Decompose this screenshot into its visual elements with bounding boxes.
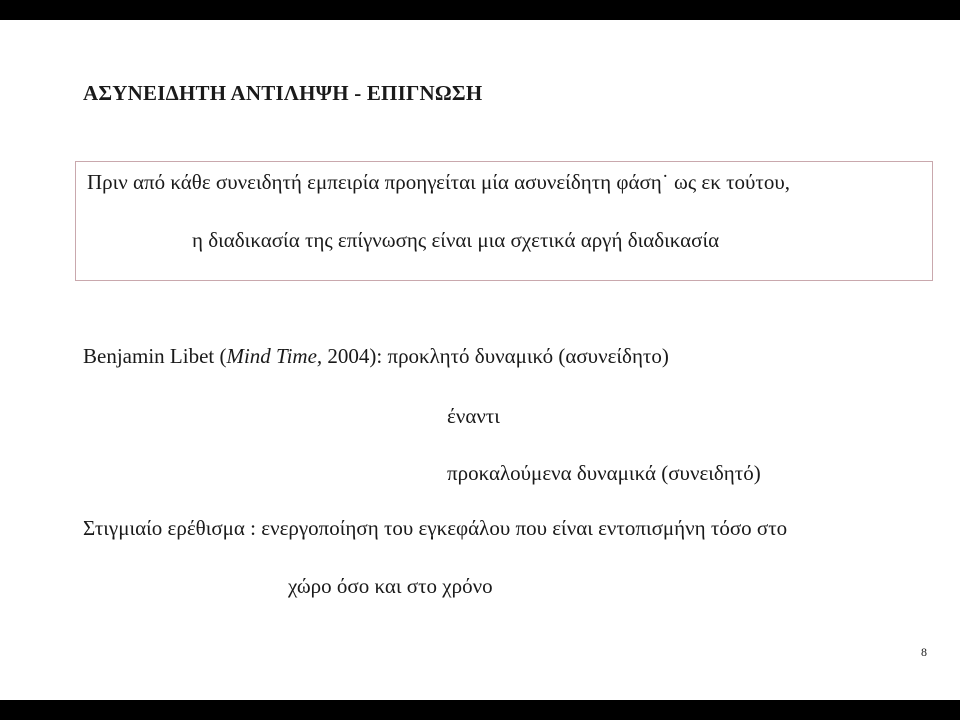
libet-description: 2004): προκλητό δυναμικό (ασυνείδητο) bbox=[322, 344, 669, 368]
libet-line bbox=[83, 344, 669, 369]
versus-text: έναντι bbox=[447, 404, 500, 428]
stimulus-text: Στιγμιαίο ερέθισμα : ενεργοποίηση του εγκεφάλου που είναι εντοπισμήνη τόσο στο bbox=[83, 516, 788, 540]
quote-line-2: η διαδικασία της επίγνωσης είναι μια σχετικά αργή διαδικασία bbox=[192, 228, 720, 252]
slide bbox=[0, 20, 960, 700]
evoked-potentials-text: προκαλούμενα δυναμικά (συνειδητό) bbox=[447, 461, 761, 485]
slide-title: ΑΣΥΝΕΙΔΗΤΗ ΑΝΤΙΛΗΨΗ - ΕΠΙΓΝΩΣΗ bbox=[83, 81, 483, 105]
stimulus-text-continued: χώρο όσο και στο χρόνο bbox=[288, 574, 493, 598]
quote-box bbox=[75, 161, 933, 281]
libet-author: Benjamin Libet ( bbox=[83, 344, 227, 368]
page-number: 8 bbox=[921, 645, 927, 659]
libet-book-title: Mind Time, bbox=[226, 344, 323, 368]
quote-line-1: Πριν από κάθε συνειδητή εμπειρία προηγείται μία ασυνείδητη φάση˙ ως εκ τούτου, bbox=[87, 170, 790, 194]
